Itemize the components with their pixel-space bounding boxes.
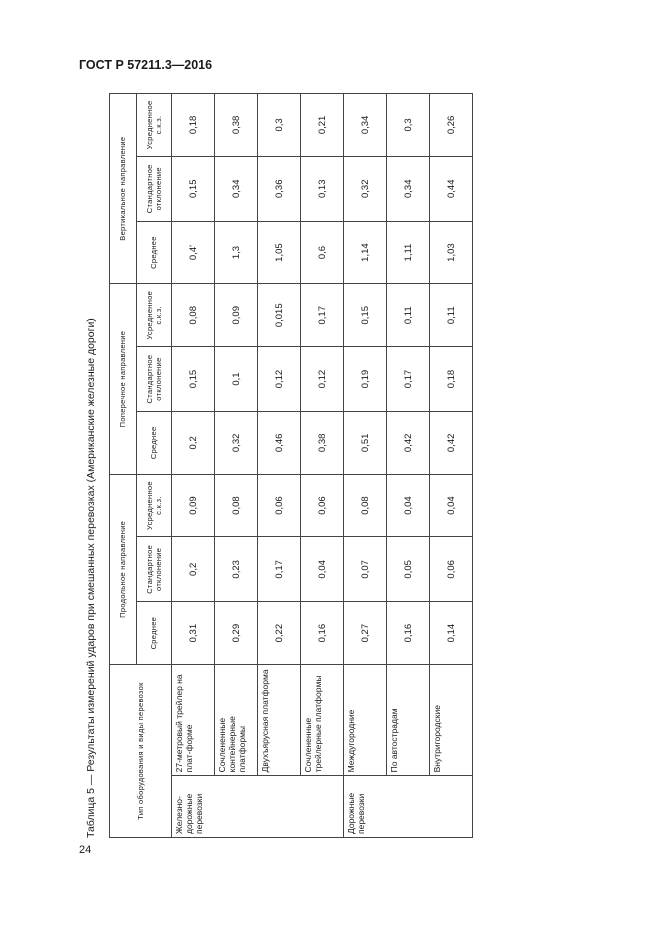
table-caption: Таблица 5 — Результаты измерений ударов при смешанных перевозках (Американские железные дороги) — [85, 318, 97, 838]
cell-value: 1,03 — [430, 221, 473, 284]
subheader-mean: Среднее — [137, 411, 172, 474]
cell-value: 0,22 — [258, 602, 301, 665]
cell-value: 1,14 — [344, 221, 387, 284]
row-type: 27-метровый трейлер на плат-форме — [172, 664, 215, 775]
cell-value: 0,18 — [172, 94, 215, 157]
table-row — [172, 94, 215, 838]
table-row — [215, 94, 258, 838]
cell-value: 0,46 — [258, 411, 301, 474]
longitudinal-direction-header: Продольное направление — [110, 474, 137, 664]
subheader-rms: Усредненное с.к.з. — [137, 284, 172, 347]
cell-value: 0,12 — [301, 347, 344, 412]
cell-value: 0,34 — [344, 94, 387, 157]
subheader-std-dev: Стандартное отклонение — [137, 347, 172, 412]
standard-code: ГОСТ Р 57211.3—2016 — [79, 58, 213, 72]
equipment-type-header: Тип оборудования и виды перевозок — [110, 664, 172, 837]
cell-value: 0,42 — [430, 411, 473, 474]
cell-value: 0,05 — [387, 537, 430, 602]
cell-value: 0,31 — [172, 602, 215, 665]
cell-value: 0,42 — [387, 411, 430, 474]
cell-value: 0,21 — [301, 94, 344, 157]
cell-value: 0,19 — [344, 347, 387, 412]
row-type: Междугородние — [344, 664, 387, 775]
cell-value: 0,09 — [215, 284, 258, 347]
cell-value: 0,15 — [172, 156, 215, 221]
cell-value: 0,15 — [172, 347, 215, 412]
cell-value: 0,12 — [258, 347, 301, 412]
cell-value: 0,04 — [430, 474, 473, 537]
cell-value: 0,26 — [430, 94, 473, 157]
cell-value: 0,4' — [172, 221, 215, 284]
cell-value: 0,3 — [387, 94, 430, 157]
subheader-rms: Усредненное с.к.з. — [137, 94, 172, 157]
cell-value: 0,11 — [387, 284, 430, 347]
row-type: Двухъярусная платформа — [258, 664, 301, 775]
cell-value: 0,08 — [172, 284, 215, 347]
transverse-direction-header: Поперечное направление — [110, 284, 137, 474]
cell-value: 1,05 — [258, 221, 301, 284]
cell-value: 0,2 — [172, 411, 215, 474]
cell-value: 0,17 — [387, 347, 430, 412]
cell-value: 0,04 — [387, 474, 430, 537]
cell-value: 0,06 — [301, 474, 344, 537]
subheader-rms: Усредненное с.к.з. — [137, 474, 172, 537]
cell-value: 0,2 — [172, 537, 215, 602]
table-row — [301, 94, 344, 838]
cell-value: 0,29 — [215, 602, 258, 665]
cell-value: 0,17 — [258, 537, 301, 602]
subheader-mean: Среднее — [137, 221, 172, 284]
cell-value: 0,07 — [344, 537, 387, 602]
rotated-table-block — [80, 93, 472, 838]
row-type: Сочлененные трейлерные платформы — [301, 664, 344, 775]
table-row — [258, 94, 301, 838]
cell-value: 1,11 — [387, 221, 430, 284]
cell-value: 1,3 — [215, 221, 258, 284]
table-row — [344, 94, 387, 838]
cell-value: 0,38 — [301, 411, 344, 474]
cell-value: 0,06 — [258, 474, 301, 537]
cell-value: 0,13 — [301, 156, 344, 221]
cell-value: 0,34 — [387, 156, 430, 221]
cell-value: 0,08 — [344, 474, 387, 537]
table-row — [430, 94, 473, 838]
cell-value: 0,06 — [430, 537, 473, 602]
cell-value: 0,23 — [215, 537, 258, 602]
cell-value: 0,51 — [344, 411, 387, 474]
cell-value: 0,14 — [430, 602, 473, 665]
row-type: Сочлененные контейнерные платформы — [215, 664, 258, 775]
cell-value: 0,11 — [430, 284, 473, 347]
cell-value: 0,27 — [344, 602, 387, 665]
table-row — [387, 94, 430, 838]
cell-value: 0,38 — [215, 94, 258, 157]
group-road: Дорожные перевозки — [344, 776, 473, 838]
cell-value: 0,44 — [430, 156, 473, 221]
group-rail: Железно-дорожные перевозки — [172, 776, 344, 838]
cell-value: 0,04 — [301, 537, 344, 602]
subheader-std-dev: Стандартное отклонение — [137, 156, 172, 221]
cell-value: 0,1 — [215, 347, 258, 412]
cell-value: 0,6 — [301, 221, 344, 284]
row-type: Внутригородские — [430, 664, 473, 775]
cell-value: 0,015 — [258, 284, 301, 347]
cell-value: 0,08 — [215, 474, 258, 537]
cell-value: 0,09 — [172, 474, 215, 537]
cell-value: 0,34 — [215, 156, 258, 221]
cell-value: 0,36 — [258, 156, 301, 221]
cell-value: 0,15 — [344, 284, 387, 347]
cell-value: 0,16 — [301, 602, 344, 665]
impact-results-table — [109, 93, 473, 838]
cell-value: 0,16 — [387, 602, 430, 665]
row-type: По автострадам — [387, 664, 430, 775]
cell-value: 0,18 — [430, 347, 473, 412]
subheader-mean: Среднее — [137, 602, 172, 665]
vertical-direction-header: Вертикальное направление — [110, 94, 137, 284]
cell-value: 0,17 — [301, 284, 344, 347]
page-number: 24 — [79, 844, 92, 856]
cell-value: 0,3 — [258, 94, 301, 157]
cell-value: 0,32 — [344, 156, 387, 221]
subheader-std-dev: Стандартное отклонение — [137, 537, 172, 602]
cell-value: 0,32 — [215, 411, 258, 474]
